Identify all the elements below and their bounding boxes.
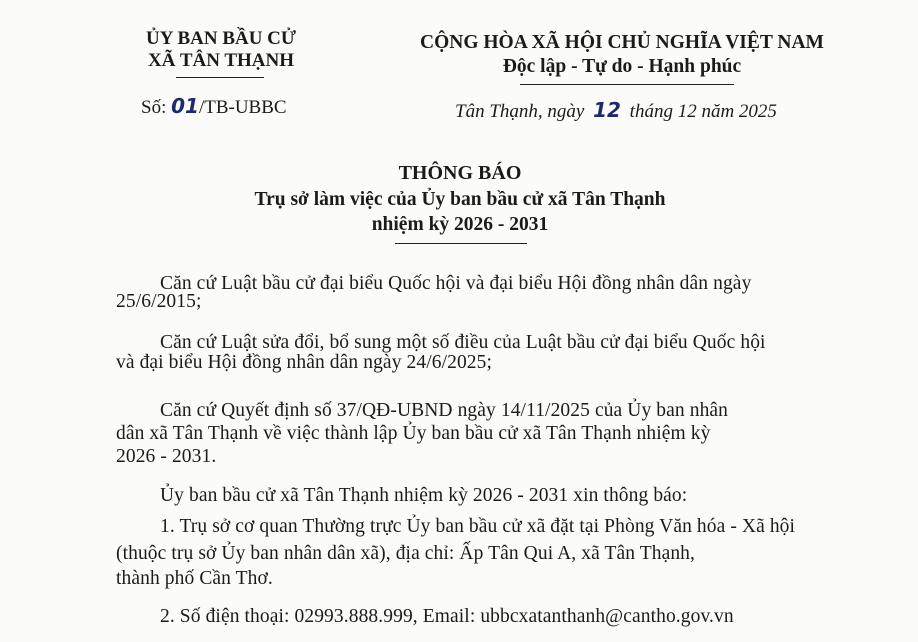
item-1-line1: 1. Trụ sở cơ quan Thường trực Ủy ban bầu cử xã đặt tại Phòng Văn hóa - Xã hội xyxy=(160,516,796,537)
legal-basis-3-line1: Căn cứ Quyết định số 37/QĐ-UBND ngày 14/11/2025 của Ủy ban nhân xyxy=(160,400,729,421)
place-date xyxy=(455,98,777,123)
document-subtitle-line1: Trụ sở làm việc của Ủy ban bầu cử xã Tân Thạnh xyxy=(254,189,666,210)
national-motto: Độc lập - Tự do - Hạnh phúc xyxy=(502,56,742,77)
document-heading: THÔNG BÁO xyxy=(398,162,522,184)
issuing-org-line2: XÃ TÂN THẠNH xyxy=(147,50,295,71)
legal-basis-1-line2: 25/6/2015; xyxy=(116,291,202,312)
legal-basis-1-line1: Căn cứ Luật bầu cử đại biểu Quốc hội và đại biểu Hội đồng nhân dân ngày xyxy=(160,273,752,294)
document-subtitle-line2: nhiệm kỳ 2026 - 2031 xyxy=(371,214,549,235)
title-underline xyxy=(395,243,527,244)
doc-number-suffix: /TB-UBBC xyxy=(198,97,287,118)
item-1-line2: (thuộc trụ sở Ủy ban nhân dân xã), địa chỉ: Ấp Tân Qui A, xã Tân Thạnh, xyxy=(116,543,695,564)
legal-basis-3-line2: dân xã Tân Thạnh về việc thành lập Ủy ban bầu cử xã Tân Thạnh nhiệm kỳ xyxy=(116,423,711,444)
doc-number-prefix: Số: xyxy=(141,97,167,118)
place-date-day-handwritten: 12 xyxy=(593,98,621,122)
nation-title: CỘNG HÒA XÃ HỘI CHỦ NGHĨA VIỆT NAM xyxy=(420,32,824,53)
legal-basis-2-line1: Căn cứ Luật sửa đổi, bổ sung một số điều của Luật bầu cử đại biểu Quốc hội xyxy=(160,332,766,353)
legal-basis-2-line2: và đại biểu Hội đồng nhân dân ngày 24/6/2025; xyxy=(116,352,493,373)
issuing-org-line1: ỦY BAN BẦU CỬ xyxy=(145,28,297,49)
motto-underline xyxy=(520,84,734,85)
item-2-contact: 2. Số điện thoại: 02993.888.999, Email: ubbcxatanthanh@cantho.gov.vn xyxy=(160,606,734,627)
item-1-line3: thành phố Cần Thơ. xyxy=(116,568,273,589)
announcement-intro: Ủy ban bầu cử xã Tân Thạnh nhiệm kỳ 2026 - 2031 xin thông báo: xyxy=(160,485,688,506)
place-date-suffix: tháng 12 năm 2025 xyxy=(629,101,777,122)
legal-basis-3-line3: 2026 - 2031. xyxy=(116,446,217,467)
org-underline xyxy=(176,77,264,78)
doc-number-handwritten: 01 xyxy=(171,94,199,118)
document-number xyxy=(141,94,287,119)
place-date-prefix: Tân Thạnh, ngày xyxy=(455,101,585,122)
